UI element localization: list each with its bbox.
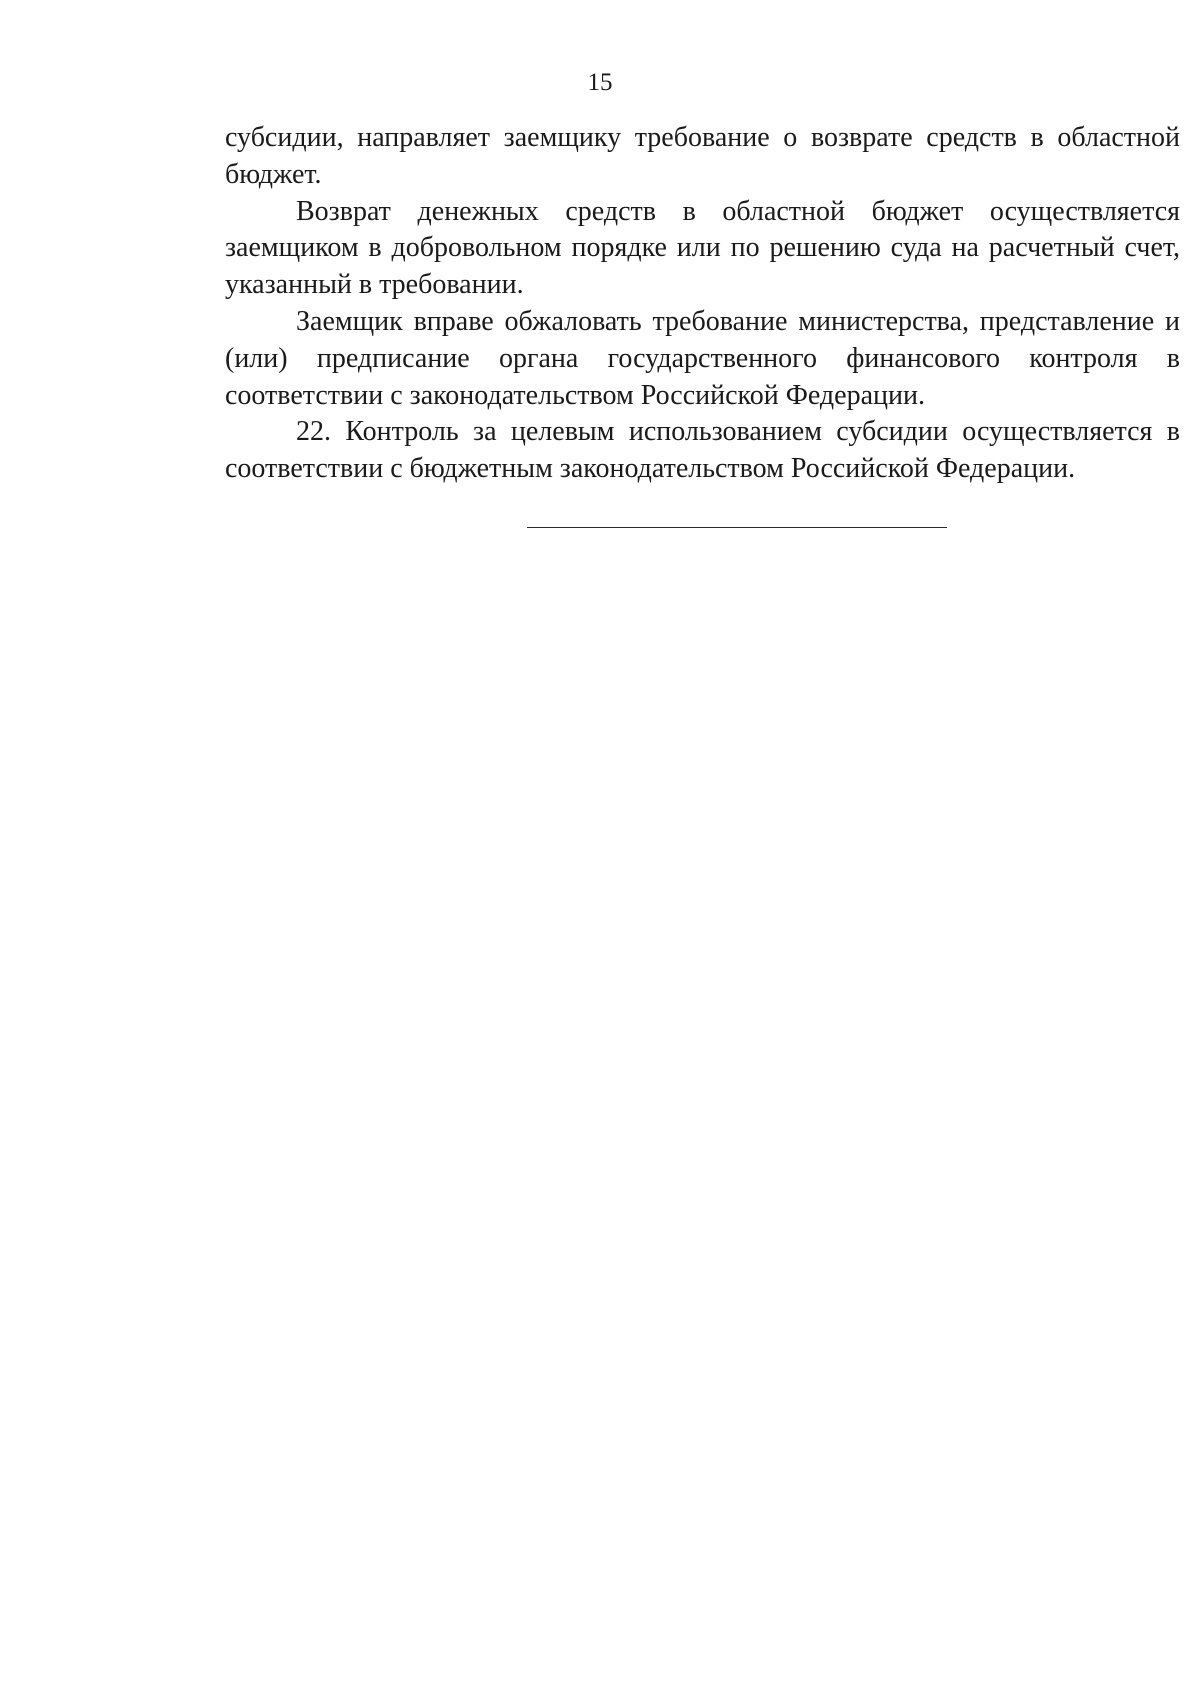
paragraph-control-clause-22: 22. Контроль за целевым использованием субсидии осуществляется в соответствии с бюджетным законодательством Российской Федерации.: [225, 416, 1180, 485]
paragraph-subsidy-return-demand: субсидии, направляет заемщику требование о возврате средств в областной бюджет.: [225, 122, 1180, 190]
paragraph-funds-return-procedure: Возврат денежных средств в областной бюджет осуществляется заемщиком в добровольном порядке или по решению суда на расчетный счет, указанный в требовании.: [225, 195, 1180, 301]
page-number: 15: [587, 69, 613, 96]
paragraph-appeal-right: Заемщик вправе обжаловать требование министерства, представление и (или) предписание органа государственного финансового контроля в соответствии с законодательством Российской Федерации.: [225, 305, 1180, 411]
document-body: [225, 120, 1180, 488]
end-of-document-rule: [527, 527, 947, 528]
